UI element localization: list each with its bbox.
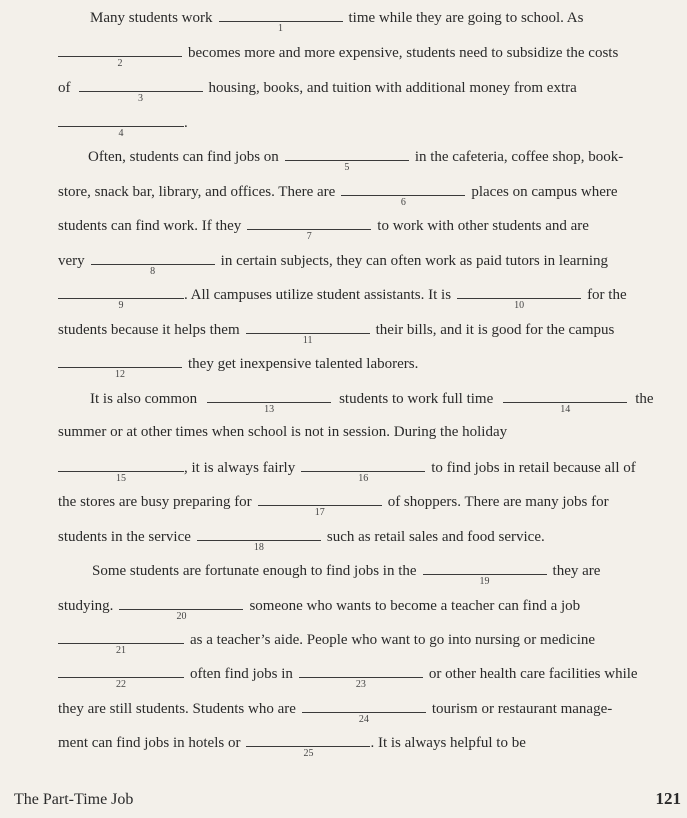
blank-number: 16 — [358, 473, 369, 484]
text-run: in certain subjects, they can often work as paid tutors in learning — [220, 253, 609, 269]
text-line — [90, 7, 664, 34]
text-run: their bills, and it is good for the campus — [375, 322, 615, 338]
text-run: the stores are busy preparing for — [58, 494, 252, 510]
text-line — [58, 112, 664, 139]
blank-number: 15 — [116, 473, 126, 484]
answer-blank[interactable] — [58, 629, 184, 656]
text-run: the — [635, 391, 654, 407]
answer-blank[interactable] — [285, 146, 409, 173]
text-run: for the — [587, 287, 627, 303]
blank-number: 21 — [116, 645, 126, 656]
text-run: they are — [552, 563, 601, 579]
text-line — [88, 146, 664, 173]
text-run: as a teacher’s aide. People who want to go into nursing or medicine — [190, 632, 596, 648]
blank-number: 14 — [560, 404, 571, 415]
blank-number: 24 — [358, 714, 369, 725]
text-run: It is also common — [90, 391, 198, 407]
text-line — [92, 560, 664, 587]
answer-blank[interactable] — [341, 181, 465, 208]
text-run: to find jobs in retail because all of — [431, 460, 636, 476]
blank-number: 17 — [314, 507, 325, 518]
text-run: summer or at other times when school is not in session. During the holiday — [58, 424, 508, 440]
answer-blank[interactable] — [58, 284, 184, 311]
text-run: or other health care facilities while — [428, 666, 638, 682]
text-run: Often, students can find jobs on — [88, 149, 279, 165]
text-run: Many students work — [90, 10, 213, 26]
text-line — [58, 422, 664, 442]
blank-number: 20 — [176, 611, 187, 622]
text-line — [58, 491, 664, 518]
text-line — [58, 595, 664, 622]
text-run: . — [184, 115, 188, 131]
text-run: Some students are fortunate enough to find jobs in the — [92, 563, 417, 579]
text-run: someone who wants to become a teacher can find a job — [249, 598, 581, 614]
answer-blank[interactable] — [58, 663, 184, 690]
text-run: they are still students. Students who are — [58, 701, 296, 717]
blank-number: 13 — [264, 404, 275, 415]
answer-blank[interactable] — [503, 388, 627, 415]
answer-blank[interactable] — [197, 526, 321, 553]
text-line — [58, 526, 664, 553]
text-line — [58, 732, 664, 759]
text-line — [58, 42, 664, 69]
answer-blank[interactable] — [301, 457, 425, 484]
blank-number: 6 — [400, 197, 406, 208]
text-run: such as retail sales and food service. — [326, 529, 545, 545]
text-run: very — [58, 253, 85, 269]
text-line — [58, 698, 664, 725]
text-run: ment can find jobs in hotels or — [58, 735, 241, 751]
text-run: places on campus where — [471, 184, 618, 200]
text-line — [58, 353, 664, 380]
text-run: . All campuses utilize student assistants. It is — [184, 287, 452, 303]
blank-number: 19 — [479, 576, 490, 587]
blank-number: 11 — [302, 335, 313, 346]
answer-blank[interactable] — [119, 595, 243, 622]
blank-number: 9 — [118, 300, 124, 311]
text-run: store, snack bar, library, and offices. There are — [58, 184, 336, 200]
answer-blank[interactable] — [91, 250, 215, 277]
blank-number: 23 — [355, 679, 366, 690]
chapter-title: The Part-Time Job — [14, 791, 134, 808]
blank-number: 22 — [116, 679, 126, 690]
answer-blank[interactable] — [219, 7, 343, 34]
text-run: students in the service — [58, 529, 191, 545]
blank-number: 10 — [514, 300, 525, 311]
answer-blank[interactable] — [246, 319, 370, 346]
answer-blank[interactable] — [246, 732, 370, 759]
text-run: . It is always helpful to be — [370, 735, 526, 751]
blank-number: 18 — [253, 542, 264, 553]
answer-blank[interactable] — [299, 663, 423, 690]
text-run: becomes more and more expensive, students need to subsidize the costs — [188, 45, 619, 61]
text-line — [58, 77, 664, 104]
answer-blank[interactable] — [207, 388, 331, 415]
page-number: 121 — [655, 789, 681, 808]
text-line — [90, 388, 664, 415]
text-run: studying. — [58, 598, 114, 614]
blank-number: 4 — [118, 128, 124, 139]
answer-blank[interactable] — [247, 215, 371, 242]
answer-blank[interactable] — [58, 457, 184, 484]
text-line — [58, 181, 664, 208]
answer-blank[interactable] — [258, 491, 382, 518]
blank-number: 7 — [306, 231, 312, 242]
text-run: in the cafeteria, coffee shop, book- — [414, 149, 624, 165]
text-line — [58, 629, 664, 656]
text-run: they get inexpensive talented laborers. — [188, 356, 419, 372]
text-line — [58, 215, 664, 242]
text-run: of shoppers. There are many jobs for — [387, 494, 609, 510]
text-run: , it is always fairly — [184, 460, 296, 476]
text-run: students to work full time — [339, 391, 494, 407]
text-run: students because it helps them — [58, 322, 240, 338]
text-run: students can find work. If they — [58, 218, 242, 234]
text-line — [58, 284, 664, 311]
blank-number: 2 — [117, 58, 123, 69]
text-line — [58, 319, 664, 346]
blank-number: 12 — [115, 369, 125, 380]
text-run: to work with other students and are — [377, 218, 589, 234]
text-run: of — [58, 80, 71, 96]
text-run: housing, books, and tuition with additional money from extra — [208, 80, 577, 96]
text-line — [58, 250, 664, 277]
text-line — [58, 663, 664, 690]
text-line — [58, 457, 664, 484]
blank-number: 3 — [138, 93, 143, 104]
answer-blank[interactable] — [58, 42, 182, 69]
blank-number: 8 — [150, 266, 156, 277]
text-run: often find jobs in — [190, 666, 293, 682]
answer-blank[interactable] — [423, 560, 547, 587]
text-run: tourism or restaurant manage- — [431, 701, 613, 717]
answer-blank[interactable] — [58, 353, 182, 380]
answer-blank[interactable] — [457, 284, 581, 311]
answer-blank[interactable] — [302, 698, 426, 725]
blank-number: 5 — [344, 162, 350, 173]
blank-number: 1 — [278, 23, 283, 34]
blank-number: 25 — [303, 748, 314, 759]
answer-blank[interactable] — [58, 112, 184, 139]
answer-blank[interactable] — [79, 77, 203, 104]
text-run: time while they are going to school. As — [348, 10, 584, 26]
